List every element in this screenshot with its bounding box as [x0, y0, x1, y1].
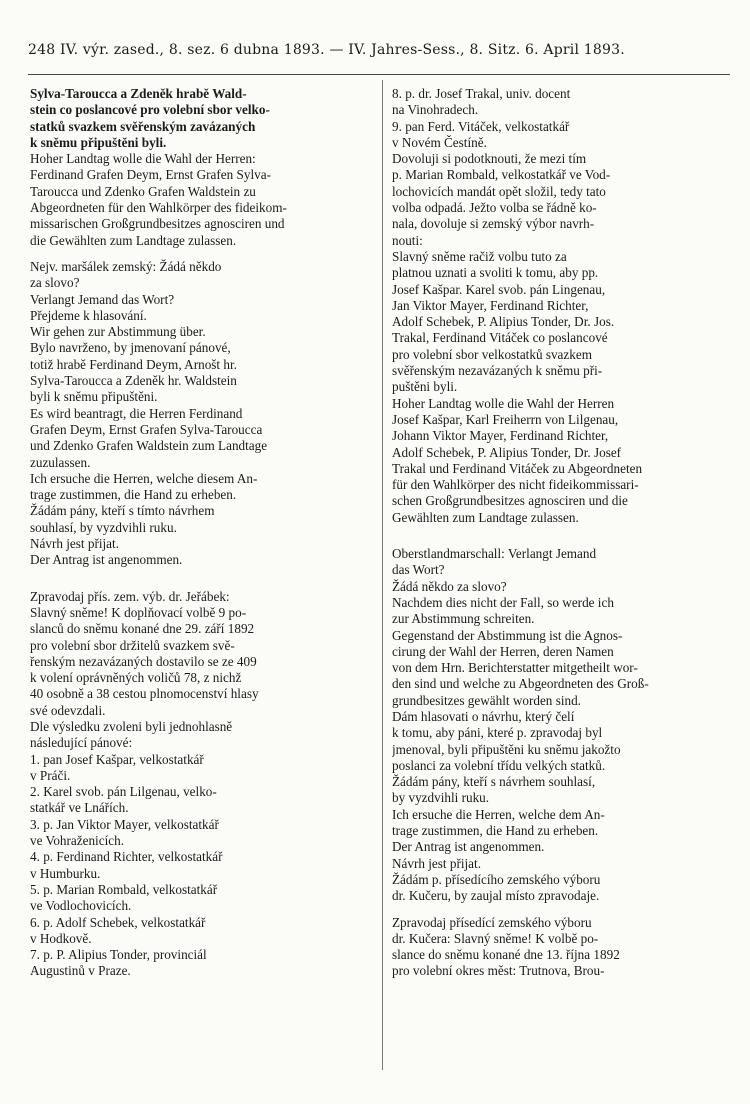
text-line: platnou uznati a svoliti k tomu, aby pp.: [392, 265, 599, 281]
text-line: Es wird beantragt, die Herren Ferdinand: [30, 405, 243, 421]
text-line: Přejdeme k hlasování.: [30, 307, 147, 323]
text-line: Wir gehen zur Abstimmung über.: [30, 324, 206, 340]
text-line: Ich ersuche die Herren, welche dem An-: [392, 806, 605, 822]
text-line: své odevzdali.: [30, 702, 106, 718]
text-line: stein co poslancové pro volební sbor velko-: [30, 102, 270, 118]
text-line: v Novém Čestíně.: [392, 134, 487, 150]
text-line: slance do sněmu konané dne 13. října 1892: [392, 947, 620, 963]
text-line: Dle výsledku zvoleni byli jednohlasně: [30, 718, 233, 734]
text-line: Žádám pány, kteří s tímto návrhem: [30, 503, 215, 519]
text-line: p. Marian Rombald, velkostatkář ve Vod-: [392, 167, 611, 183]
text-line: Augustinů v Praze.: [30, 963, 131, 979]
text-line: Der Antrag ist angenommen.: [392, 839, 545, 855]
text-line: 8. p. dr. Josef Trakal, univ. docent: [392, 86, 571, 101]
text-line: und Zdenko Grafen Waldstein zum Landtage: [30, 438, 268, 454]
text-line: pro volební sbor držitelů svazkem svě-: [30, 637, 235, 653]
paragraph-gap: [392, 905, 727, 915]
text-line: Žádá někdo za slovo?: [392, 578, 507, 594]
text-line: Slavný sněme račiž volbu tuto za: [392, 248, 567, 264]
text-line: 4. p. Ferdinand Richter, velkostatkář: [30, 849, 223, 865]
text-line: Návrh jest přijat.: [392, 855, 481, 871]
text-line: totiž hrabě Ferdinand Deym, Arnošt hr.: [30, 356, 237, 372]
text-line: pro volební sbor velkostatků svazkem: [392, 346, 592, 362]
text-line: Grafen Deym, Ernst Grafen Sylva-Taroucca: [30, 421, 263, 437]
text-line: za slovo?: [30, 275, 80, 291]
text-line: souhlasí, by vyzdvihli ruku.: [30, 519, 177, 535]
text-line: Žádám p. přísedícího zemského výboru: [392, 871, 601, 887]
text-line: byli k sněmu připuštěni.: [30, 389, 158, 405]
text-line: nouti:: [392, 232, 423, 248]
text-line: Adolf Schebek, P. Alipius Tonder, Dr. Josef: [392, 444, 622, 460]
page-header: 248 IV. výr. zased., 8. sez. 6 dubna 1893. — IV. Jahres-Sess., 8. Sitz. 6. April 1893.: [28, 42, 625, 58]
text-line: následující pánové:: [30, 735, 133, 751]
text-line: Sylva-Taroucca a Zdeněk hrabě Wald-: [30, 86, 247, 101]
text-line: Dám hlasovati o návrhu, který čelí: [392, 708, 575, 724]
text-line: jmenoval, byli připuštěni ku sněmu jakožto: [392, 741, 621, 757]
text-line: na Vinohradech.: [392, 102, 479, 118]
text-line: trage zustimmen, die Hand zu erheben.: [30, 487, 237, 503]
text-line: zuzulassen.: [30, 454, 91, 470]
text-line: Ich ersuche die Herren, welche diesem An-: [30, 470, 258, 486]
text-line: 40 osobně a 38 cestou plnomocenství hlasy: [30, 686, 259, 702]
text-line: Trakal, Ferdinand Vitáček co poslancové: [392, 330, 608, 346]
text-line: das Wort?: [392, 562, 445, 578]
text-line: ve Vodlochovicích.: [30, 898, 132, 914]
text-line: den sind und welche zu Abgeordneten des Groß-: [392, 676, 649, 692]
right-column: [392, 86, 727, 980]
text-line: statkář ve Lnářích.: [30, 800, 129, 816]
text-line: 9. pan Ferd. Vitáček, velkostatkář: [392, 118, 570, 134]
text-line: die Gewählten zum Landtage zulassen.: [30, 232, 237, 248]
text-line: Josef Kašpar, Karl Freiherrn von Lilgenau,: [392, 411, 619, 427]
text-line: dr. Kučeru, by zaujal místo zpravodaje.: [392, 888, 600, 904]
paragraph-gap: [30, 569, 380, 579]
text-line: Hoher Landtag wolle die Wahl der Herren:: [30, 151, 256, 167]
text-line: 2. Karel svob. pán Lilgenau, velko-: [30, 784, 217, 800]
text-line: Johann Viktor Mayer, Ferdinand Richter,: [392, 428, 609, 444]
text-line: poslanci za volební třídu velkých statků.: [392, 757, 606, 773]
text-line: Dovoluji si podotknouti, že mezi tím: [392, 151, 587, 167]
text-line: Trakal und Ferdinand Vitáček zu Abgeordneten: [392, 460, 643, 476]
text-line: Gewählten zum Landtage zulassen.: [392, 509, 579, 525]
text-line: lochovicích mandát opět složil, tedy tato: [392, 183, 606, 199]
text-line: Návrh jest přijat.: [30, 536, 119, 552]
text-line: zur Abstimmung schreiten.: [392, 611, 535, 627]
column-divider: [382, 80, 383, 1070]
header-rule: [28, 74, 730, 75]
text-line: Žádám pány, kteří s návrhem souhlasí,: [392, 774, 596, 790]
text-line: v Humburku.: [30, 865, 101, 881]
text-line: k tomu, aby páni, které p. zpravodaj byl: [392, 725, 603, 741]
paragraph-gap: [30, 579, 380, 589]
text-line: 3. p. Jan Viktor Mayer, velkostatkář: [30, 816, 219, 832]
text-line: Jan Viktor Mayer, Ferdinand Richter,: [392, 297, 589, 313]
text-line: Zpravodaj přís. zem. výb. dr. Jeřábek:: [30, 588, 230, 604]
text-line: grundbesitzes gewählt worden sind.: [392, 692, 581, 708]
text-line: puštěni byli.: [392, 379, 458, 395]
text-line: Verlangt Jemand das Wort?: [30, 291, 175, 307]
text-line: missarischen Großgrundbesitzes agnosciren und: [30, 216, 285, 232]
text-line: volba odpadá. Ježto volba se řádně ko-: [392, 200, 597, 216]
text-line: Abgeordneten für den Wahlkörper des fideikom-: [30, 200, 287, 216]
text-line: řenským nezavázaných dostavilo se ze 409: [30, 653, 257, 669]
text-line: v Práči.: [30, 767, 71, 783]
text-line: Oberstlandmarschall: Verlangt Jemand: [392, 546, 597, 562]
text-line: Sylva-Taroucca a Zdeněk hr. Waldstein: [30, 373, 237, 389]
text-line: statků svazkem svěřenským zavázaných: [30, 118, 256, 134]
text-line: 6. p. Adolf Schebek, velkostatkář: [30, 914, 206, 930]
text-line: Nachdem dies nicht der Fall, so werde ich: [392, 594, 614, 610]
text-line: Nejv. maršálek zemský: Žádá někdo: [30, 258, 222, 274]
text-line: ve Vohraženicích.: [30, 833, 124, 849]
text-line: von dem Hrn. Berichterstatter mitgetheilt wor-: [392, 660, 638, 676]
text-line: schen Großgrundbesitzes agnosciren und die: [392, 493, 628, 509]
left-column: [30, 86, 380, 980]
text-line: k volení oprávněných voličů 78, z nichž: [30, 670, 242, 686]
text-line: Hoher Landtag wolle die Wahl der Herren: [392, 395, 615, 411]
text-line: svěřenským nezavázaných k sněmu při-: [392, 363, 603, 379]
text-line: cirung der Wahl der Herren, deren Namen: [392, 643, 614, 659]
text-line: 7. p. P. Alipius Tonder, provinciál: [30, 947, 207, 963]
text-line: k sněmu připuštěni byli.: [30, 134, 167, 150]
text-line: für den Wahlkörper des nicht fideikommissari-: [392, 477, 639, 493]
text-line: Josef Kašpar. Karel svob. pán Lingenau,: [392, 281, 606, 297]
text-line: Gegenstand der Abstimmung ist die Agnos-: [392, 627, 623, 643]
text-line: Adolf Schebek, P. Alipius Tonder, Dr. Jos.: [392, 314, 615, 330]
text-line: Slavný sněme! K doplňovací volbě 9 po-: [30, 604, 247, 620]
text-line: 5. p. Marian Rombald, velkostatkář: [30, 881, 218, 897]
paragraph-gap: [392, 526, 727, 536]
text-line: nala, dovoluje si zemský výbor navrh-: [392, 216, 595, 232]
text-line: trage zustimmen, die Hand zu erheben.: [392, 823, 599, 839]
paragraph-gap: [392, 536, 727, 546]
text-line: Zpravodaj přísedící zemského výboru: [392, 914, 592, 930]
text-line: Ferdinand Grafen Deym, Ernst Grafen Sylva-: [30, 167, 271, 183]
text-line: Bylo navrženo, by jmenovaní pánové,: [30, 340, 231, 356]
paragraph-gap: [30, 249, 380, 259]
text-line: Der Antrag ist angenommen.: [30, 552, 183, 568]
text-line: Taroucca und Zdenko Grafen Waldstein zu: [30, 183, 256, 199]
text-line: by vyzdvihli ruku.: [392, 790, 490, 806]
text-line: 1. pan Josef Kašpar, velkostatkář: [30, 751, 204, 767]
text-line: pro volební okres měst: Trutnova, Brou-: [392, 963, 605, 979]
text-line: slanců do sněmu konané dne 29. září 1892: [30, 621, 255, 637]
text-line: v Hodkově.: [30, 930, 92, 946]
text-line: dr. Kučera: Slavný sněme! K volbě po-: [392, 930, 599, 946]
